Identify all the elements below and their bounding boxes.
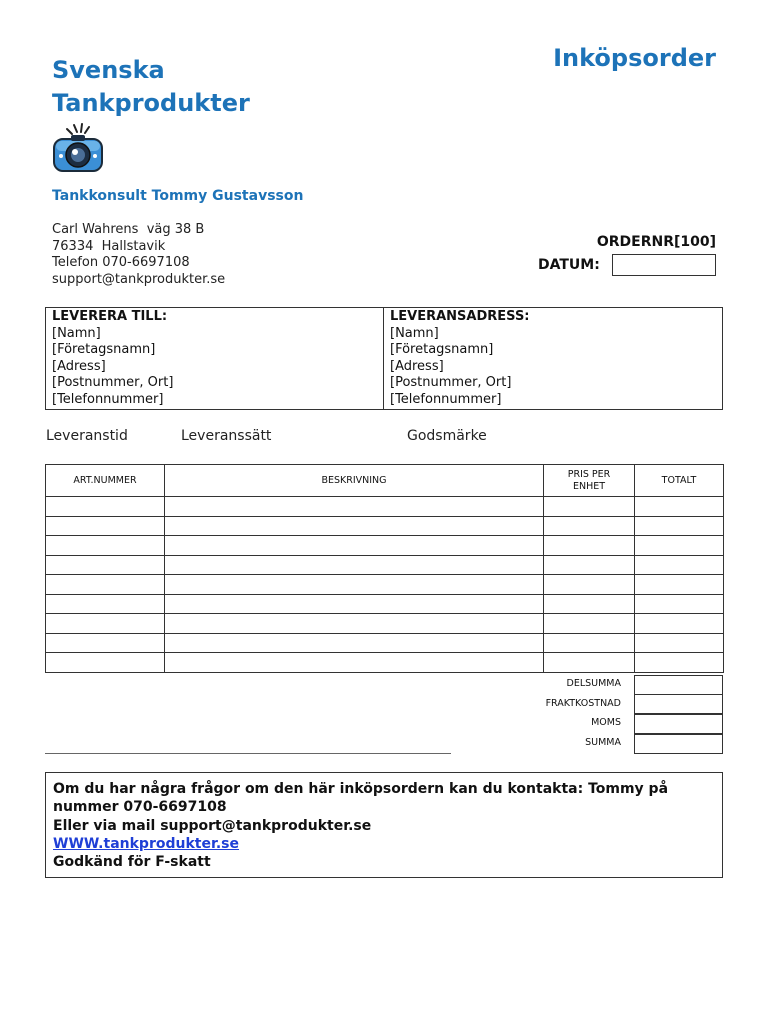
- delivery-method-label: Leveranssätt: [181, 428, 272, 444]
- table-row: [46, 555, 724, 575]
- deliver-to-address[interactable]: [Adress]: [52, 358, 106, 374]
- camera-logo-icon: [52, 122, 104, 174]
- table-row: [46, 653, 724, 673]
- article-number-cell[interactable]: [46, 575, 165, 595]
- contact-text: Om du har några frågor om den här inköpsordern kan du kontakta: Tommy på nummer 070-6697108: [53, 781, 669, 816]
- description-cell[interactable]: [165, 536, 544, 556]
- col-header-description: BESKRIVNING: [165, 465, 544, 497]
- unit-price-cell[interactable]: [544, 575, 635, 595]
- shipping-mark-label: Godsmärke: [407, 428, 487, 444]
- total-cell[interactable]: [635, 516, 724, 536]
- order-number: ORDERNR[100]: [596, 234, 716, 250]
- total-cell[interactable]: [635, 594, 724, 614]
- address-box: [45, 307, 723, 410]
- contact-box: [45, 772, 723, 878]
- table-row: [46, 516, 724, 536]
- col-header-article-number: ART.NUMMER: [46, 465, 165, 497]
- date-label: DATUM:: [538, 257, 600, 273]
- deliver-to-phone[interactable]: [Telefonnummer]: [52, 391, 164, 407]
- unit-price-cell[interactable]: [544, 497, 635, 517]
- date-field[interactable]: [612, 254, 716, 276]
- table-row: [46, 633, 724, 653]
- total-label: SUMMA: [585, 737, 621, 748]
- table-body: [46, 497, 724, 673]
- unit-price-cell[interactable]: [544, 594, 635, 614]
- company-name-line2: Tankprodukter: [52, 89, 250, 117]
- total-field[interactable]: [634, 734, 723, 754]
- description-cell[interactable]: [165, 555, 544, 575]
- unit-price-cell[interactable]: [544, 653, 635, 673]
- table-header-row: [46, 465, 724, 497]
- description-cell[interactable]: [165, 575, 544, 595]
- unit-price-cell[interactable]: [544, 633, 635, 653]
- delivery-address-address[interactable]: [Adress]: [390, 358, 444, 374]
- sender-address: [52, 222, 225, 288]
- table-row: [46, 594, 724, 614]
- table-row: [46, 614, 724, 634]
- total-cell[interactable]: [635, 555, 724, 575]
- article-number-cell[interactable]: [46, 497, 165, 517]
- article-number-cell[interactable]: [46, 555, 165, 575]
- table-row: [46, 575, 724, 595]
- deliver-to-column: [46, 308, 384, 409]
- col-header-unit-price: [544, 465, 635, 497]
- delivery-address-name[interactable]: [Namn]: [390, 325, 439, 341]
- col-header-unit-price-text: PRIS PER ENHET: [567, 468, 611, 492]
- delivery-address-column: [384, 308, 722, 409]
- unit-price-cell[interactable]: [544, 614, 635, 634]
- article-number-cell[interactable]: [46, 594, 165, 614]
- tax-approval-text: Godkänd för F-skatt: [53, 854, 211, 871]
- delivery-address-heading: LEVERANSADRESS:: [390, 309, 530, 324]
- description-cell[interactable]: [165, 614, 544, 634]
- sender-phone: Telefon 070-6697108: [52, 255, 190, 270]
- description-cell[interactable]: [165, 497, 544, 517]
- table-row: [46, 497, 724, 517]
- total-cell[interactable]: [635, 633, 724, 653]
- delivery-address-phone[interactable]: [Telefonnummer]: [390, 391, 502, 407]
- article-number-cell[interactable]: [46, 516, 165, 536]
- signature-line: [45, 753, 451, 754]
- unit-price-cell[interactable]: [544, 516, 635, 536]
- article-number-cell[interactable]: [46, 633, 165, 653]
- unit-price-cell[interactable]: [544, 536, 635, 556]
- document-title: Inköpsorder: [553, 44, 716, 72]
- total-cell[interactable]: [635, 575, 724, 595]
- company-name-line1: Svenska: [52, 56, 165, 84]
- description-cell[interactable]: [165, 653, 544, 673]
- article-number-cell[interactable]: [46, 614, 165, 634]
- deliver-to-postal[interactable]: [Postnummer, Ort]: [52, 375, 174, 390]
- table-row: [46, 536, 724, 556]
- deliver-to-heading: LEVERERA TILL:: [52, 309, 168, 324]
- unit-price-cell[interactable]: [544, 555, 635, 575]
- description-cell[interactable]: [165, 516, 544, 536]
- deliver-to-name[interactable]: [Namn]: [52, 325, 101, 341]
- delivery-time-label: Leveranstid: [46, 428, 128, 444]
- contact-email-text: Eller via mail support@tankprodukter.se: [53, 817, 372, 834]
- consultant-name: Tankkonsult Tommy Gustavsson: [52, 188, 304, 204]
- total-cell[interactable]: [635, 614, 724, 634]
- col-header-total: TOTALT: [635, 465, 724, 497]
- sender-city: 76334 Hallstavik: [52, 238, 166, 254]
- deliver-to-company[interactable]: [Företagsnamn]: [52, 342, 156, 357]
- description-cell[interactable]: [165, 594, 544, 614]
- website-link[interactable]: WWW.tankprodukter.se: [53, 835, 240, 852]
- freight-label: FRAKTKOSTNAD: [545, 698, 621, 709]
- sender-street: Carl Wahrens väg 38 B: [52, 222, 205, 237]
- article-number-cell[interactable]: [46, 653, 165, 673]
- vat-label: MOMS: [591, 717, 621, 728]
- total-cell[interactable]: [635, 653, 724, 673]
- items-table: [45, 464, 724, 673]
- delivery-address-company[interactable]: [Företagsnamn]: [390, 342, 494, 357]
- vat-field[interactable]: [634, 714, 723, 734]
- subtotal-label: DELSUMMA: [566, 678, 621, 689]
- subtotal-field[interactable]: [634, 675, 723, 695]
- sender-email: support@tankprodukter.se: [52, 271, 226, 287]
- description-cell[interactable]: [165, 633, 544, 653]
- freight-field[interactable]: [634, 694, 723, 714]
- article-number-cell[interactable]: [46, 536, 165, 556]
- company-name: [52, 54, 352, 120]
- total-cell[interactable]: [635, 536, 724, 556]
- total-cell[interactable]: [635, 497, 724, 517]
- delivery-address-postal[interactable]: [Postnummer, Ort]: [390, 375, 512, 390]
